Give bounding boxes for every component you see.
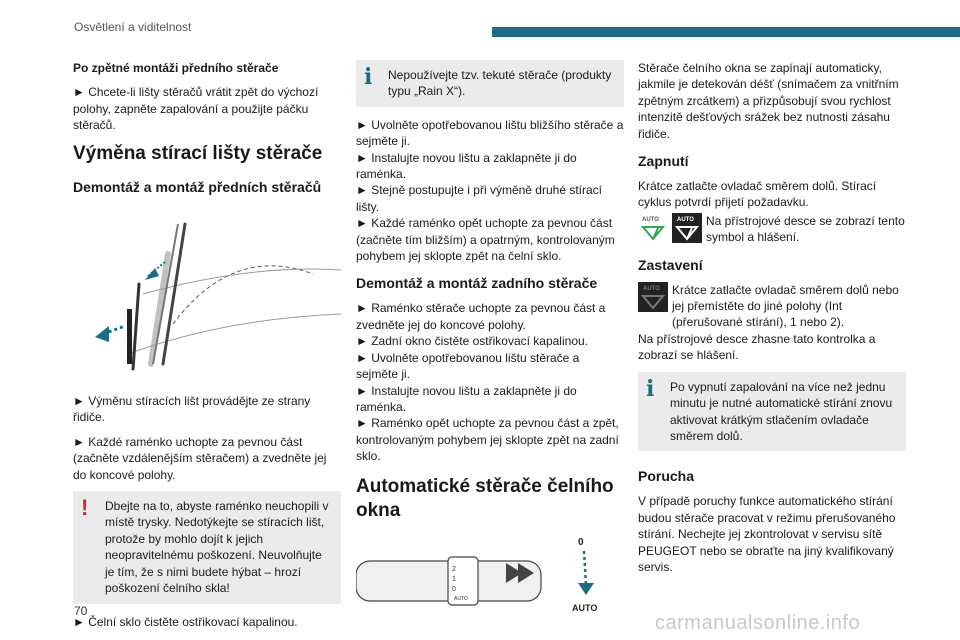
- paragraph: Stěrače čelního okna se zapínají automaticky, jakmile je detekován déšť (snímačem za vnitřním zpětným zrcátkem) a přizpůsobují svou rychlost intenzitě dešťových srážek bez nutnosti zásahu řidiče.: [638, 61, 899, 141]
- position-auto-label: AUTO: [572, 602, 598, 613]
- column-left: [73, 60, 341, 638]
- auto-symbol-text: Na přístrojové desce se zobrazí tento symbol a hlášení.: [706, 213, 905, 245]
- paragraph: ► Každé raménko opět uchopte za pevnou část (začněte tím bližším) a opatrným, kontrolovaným pohybem jej sklopte zpět na čelní sklo.: [356, 216, 615, 264]
- warning-note: [73, 491, 341, 603]
- heading-switch-on: Zapnutí: [638, 153, 689, 170]
- heading-auto-wipers: Automatické stěrače čelního okna: [356, 475, 614, 521]
- info-icon: i: [364, 64, 373, 90]
- wiper-stalk-illustration: [356, 533, 624, 617]
- stalk-label-2: 2: [452, 565, 456, 573]
- front-wiper-illustration: [73, 204, 341, 383]
- paragraph: ► Čelní sklo čistěte ostřikovací kapalinou.: [73, 614, 298, 629]
- heading-stop: Zastavení: [638, 256, 703, 273]
- heading-fault: Porucha: [638, 468, 695, 485]
- svg-text:AUTO: AUTO: [643, 285, 660, 292]
- paragraph: ► Chcete-li lišty stěračů vrátit zpět do výchozí polohy, zapněte zapalování a použijte páčku stěračů.: [73, 85, 319, 133]
- heading-replace-blade: Výměna stírací lišty stěrače: [73, 142, 323, 164]
- column-middle: [356, 60, 624, 627]
- stalk-label-auto-small: AUTO: [454, 595, 468, 602]
- column-right: [638, 60, 906, 583]
- info-text: Nepoužívejte tzv. tekuté stěrače (produkty typu „Rain X“).: [388, 68, 612, 99]
- paragraph: ► Raménko stěrače uchopte za pevnou část a zvedněte jej do koncové polohy.: [356, 301, 606, 332]
- stop-symbol-text: Krátce zatlačte ovladač směrem dolů nebo jej přemístěte do jiné polohy (Int (přerušované stírání), 1 nebo 2).: [672, 282, 899, 330]
- auto-wiper-off-icon: [638, 282, 668, 312]
- paragraph: ► Instalujte novou lištu a zaklapněte ji do raménka.: [356, 150, 577, 182]
- heading-front-wipers: Demontáž a montáž předních stěračů: [73, 178, 322, 195]
- page-number: 70: [74, 604, 88, 618]
- paragraph: Na přístrojové desce zhasne tato kontrolka a zobrazí se hlášení.: [638, 331, 876, 363]
- stalk-label-1: 1: [452, 575, 456, 583]
- auto-symbol-row: [638, 213, 906, 246]
- heading-rear-wiper: Demontáž a montáž zadního stěrače: [356, 275, 598, 292]
- info-text: Po vypnutí zapalování na více než jednu minutu je nutné automatické stírání znovu aktivovat krátkým stlačením ovladače směrem dolů.: [670, 379, 893, 443]
- warning-text: Dbejte na to, abyste raménko neuchopili v místě trysky. Nedotýkejte se stíracích lišt, protože by mohlo dojít k jejich neopravitelnému poškození. Neuvolňujte je tím, že s nimi budete hýbat – hrozí poškození čelního skla!: [105, 499, 329, 596]
- paragraph: ► Raménko opět uchopte za pevnou část a zpět, kontrolovaným pohybem jej sklopte zpět na zadní sklo.: [356, 416, 619, 464]
- section-title: Osvětlení a viditelnost: [74, 20, 192, 34]
- watermark: carmanualsonline.info: [655, 612, 861, 634]
- paragraph: ► Stejně postupujte i při výměně druhé stírací lišty.: [356, 183, 602, 214]
- svg-text:AUTO: AUTO: [677, 216, 694, 223]
- paragraph: ► Každé raménko uchopte za pevnou část (začněte vzdálenějším stěračem) a zvedněte jej do koncové polohy.: [73, 434, 327, 482]
- paragraph: ► Uvolněte opotřebovanou lištu stěrače a sejměte ji.: [356, 350, 580, 382]
- header-accent-bar: [492, 27, 960, 37]
- info-note: [638, 372, 906, 452]
- info-note: [356, 60, 624, 107]
- position-zero-label: 0: [578, 536, 584, 548]
- warning-icon: !: [81, 495, 89, 521]
- stalk-label-0: 0: [452, 585, 456, 593]
- paragraph: ► Zadní okno čistěte ostřikovací kapalinou.: [356, 334, 588, 349]
- paragraph: ► Uvolněte opotřebovanou lištu bližšího stěrače a sejměte ji.: [356, 117, 624, 149]
- auto-wiper-green-icon: [638, 213, 668, 243]
- paragraph: ► Instalujte novou lištu a zaklapněte ji do raménka.: [356, 383, 577, 414]
- paragraph: Krátce zatlačte ovladač směrem dolů. Stírací cyklus potvrdí přijetí požadavku.: [638, 179, 877, 210]
- paragraph: ► Výměnu stíracích lišt provádějte ze strany řidiče.: [73, 394, 311, 425]
- stop-symbol-row: [638, 282, 906, 331]
- info-icon: i: [646, 375, 655, 402]
- heading-after-refit: Po zpětné montáži předního stěrače: [73, 61, 279, 75]
- auto-wiper-dark-icon: [672, 213, 702, 243]
- svg-text:AUTO: AUTO: [642, 216, 659, 223]
- paragraph: V případě poruchy funkce automatického stírání budou stěrače pracovat v režimu přerušovaného stírání. Nechejte jej zkontrolovat v servisu sítě PEUGEOT nebo se obraťte na jiný kvalifikovaný servis.: [638, 494, 896, 574]
